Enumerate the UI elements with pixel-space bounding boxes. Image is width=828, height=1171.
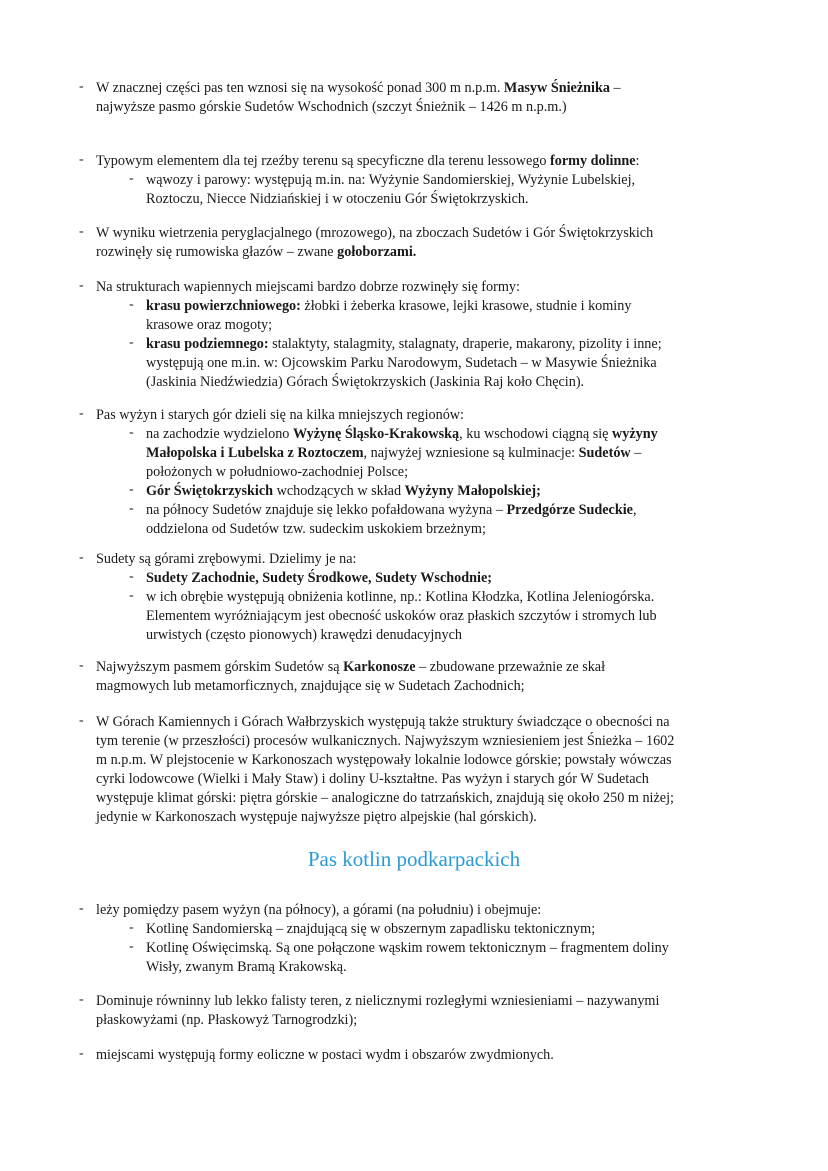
bullet-dash-icon: - <box>79 79 84 94</box>
bold-term: Przedgórze Sudeckie <box>506 502 633 518</box>
text-line: na zachodzie wydzielono Wyżynę Śląsko-Krakowską, ku wschodowi ciągną się wyżyny <box>146 426 658 442</box>
text-line: W znacznej części pas ten wznosi się na wysokość ponad 300 m n.p.m. Masyw Śnieżnika – <box>96 80 621 96</box>
bold-term: Małopolska i Lubelska z Roztoczem <box>146 445 364 461</box>
bold-term: formy dolinne <box>550 153 636 169</box>
text-line: krasowe oraz mogoty; <box>146 317 273 333</box>
text-line: Pas wyżyn i starych gór dzieli się na kilka mniejszych regionów: <box>96 407 464 423</box>
bold-term: Gór Świętokrzyskich <box>146 483 274 499</box>
bullet-dash-icon: - <box>129 569 134 584</box>
text-line: na północy Sudetów znajduje się lekko pofałdowana wyżyna – Przedgórze Sudeckie, <box>146 502 637 518</box>
text-line: cyrki lodowcowe (Wielki i Mały Staw) i doliny U-kształtne. Pas wyżyn i starych gór W Sudetach <box>96 771 649 787</box>
text-line: rozwinęły się rumowiska głazów – zwane gołoborzami. <box>96 244 417 260</box>
bullet-dash-icon: - <box>79 713 84 728</box>
text-line: magmowych lub metamorficznych, znajdujące się w Sudetach Zachodnich; <box>96 678 525 694</box>
bullet-dash-icon: - <box>129 501 134 516</box>
bullet-dash-icon: - <box>129 920 134 935</box>
text-line: Kotlinę Oświęcimską. Są one połączone wąskim rowem tektonicznym – fragmentem doliny <box>146 940 669 956</box>
bullet-dash-icon: - <box>79 224 84 239</box>
text-line: (Jaskinia Niedźwiedzia) Górach Świętokrzyskich (Jaskinia Raj koło Chęcin). <box>146 374 585 390</box>
bold-term: wyżyny <box>612 426 658 442</box>
bold-term: Wyżyny Małopolskiej; <box>404 483 541 499</box>
text-line: Małopolska i Lubelska z Roztoczem, najwyżej wzniesione są kulminacje: Sudetów – <box>146 445 642 461</box>
text-line: urwistych (często pionowych) krawędzi denudacyjnych <box>146 627 462 643</box>
bullet-dash-icon: - <box>129 297 134 312</box>
bullet-dash-icon: - <box>79 1046 84 1061</box>
text-line: Kotlinę Sandomierską – znajdującą się w obszernym zapadlisku tektonicznym; <box>146 921 596 937</box>
bullet-dash-icon: - <box>79 152 84 167</box>
text-line: Sudety są górami zrębowymi. Dzielimy je na: <box>96 551 357 567</box>
bullet-dash-icon: - <box>79 278 84 293</box>
bold-term: krasu podziemnego: <box>146 336 269 352</box>
bullet-dash-icon: - <box>129 588 134 603</box>
text-line: Dominuje równinny lub lekko falisty teren, z nielicznymi rozległymi wzniesieniami – nazywanymi <box>96 993 660 1009</box>
text-line: miejscami występują formy eoliczne w postaci wydm i obszarów zwydmionych. <box>96 1047 554 1063</box>
bold-term: Masyw Śnieżnika <box>503 80 610 96</box>
text-line: położonych w południowo-zachodniej Polsce; <box>146 464 409 480</box>
section-heading: Pas kotlin podkarpackich <box>307 847 521 871</box>
bullet-dash-icon: - <box>129 482 134 497</box>
text-line: m n.p.m. W plejstocenie w Karkonoszach występowały lokalnie lodowce górskie; powstały wówczas <box>96 752 672 768</box>
bullet-dash-icon: - <box>129 335 134 350</box>
text-line: W Górach Kamiennych i Górach Wałbrzyskich występują także struktury świadczące o obecności na <box>96 714 670 730</box>
text-line: w ich obrębie występują obniżenia kotlinne, np.: Kotlina Kłodzka, Kotlina Jeleniogórska. <box>146 589 655 605</box>
bold-term: Sudetów <box>578 445 631 461</box>
text-line: występują one m.in. w: Ojcowskim Parku Narodowym, Sudetach – w Masywie Śnieżnika <box>146 355 657 371</box>
text-line: leży pomiędzy pasem wyżyn (na północy), a górami (na południu) i obejmuje: <box>96 902 542 918</box>
bullet-dash-icon: - <box>79 406 84 421</box>
bold-term: krasu powierzchniowego: <box>146 298 301 314</box>
text-line: W wyniku wietrzenia peryglacjalnego (mrozowego), na zboczach Sudetów i Gór Świętokrzyskich <box>96 225 654 241</box>
bullet-dash-icon: - <box>129 171 134 186</box>
bullet-dash-icon: - <box>79 550 84 565</box>
bullet-dash-icon: - <box>79 901 84 916</box>
text-line: Wisły, zwanym Bramą Krakowską. <box>146 959 347 975</box>
text-line: Roztoczu, Niecce Nidziańskiej i w otoczeniu Gór Świętokrzyskich. <box>146 191 529 207</box>
text-line: wąwozy i parowy: występują m.in. na: Wyżynie Sandomierskiej, Wyżynie Lubelskiej, <box>146 172 636 188</box>
text-line: tym terenie (w przeszłości) procesów wulkanicznych. Najwyższym wzniesieniem jest Śnieżka – 1602 <box>96 733 675 749</box>
bold-term: gołoborzami. <box>337 244 417 260</box>
text-line: jedynie w Karkonoszach występuje najwyższe piętro alpejskie (hal górskich). <box>96 809 537 825</box>
bullet-dash-icon: - <box>129 425 134 440</box>
bullet-dash-icon: - <box>129 939 134 954</box>
text-line <box>146 569 492 588</box>
text-line: występuje klimat górski: piętra górskie – analogiczne do tatrzańskich, znajdują się około 250 m niżej; <box>96 790 674 806</box>
bold-term: Sudety Zachodnie, Sudety Środkowe, Sudety Wschodnie; <box>146 570 492 586</box>
bullet-dash-icon: - <box>79 992 84 1007</box>
text-line: Gór Świętokrzyskich wchodzących w skład Wyżyny Małopolskiej; <box>146 483 541 499</box>
text-line: najwyższe pasmo górskie Sudetów Wschodnich (szczyt Śnieżnik – 1426 m n.p.m.) <box>96 99 567 115</box>
text-line: Elementem wyróżniającym jest obecność uskoków oraz płaskich szczytów i stromych lub <box>146 608 657 624</box>
bold-term: Karkonosze <box>343 659 416 675</box>
text-line: Najwyższym pasmem górskim Sudetów są Karkonosze – zbudowane przeważnie ze skał <box>96 659 606 675</box>
text-line: Typowym elementem dla tej rzeźby terenu są specyficzne dla terenu lessowego formy dolinne: <box>96 153 640 169</box>
bullet-dash-icon: - <box>79 658 84 673</box>
text-line: Na strukturach wapiennych miejscami bardzo dobrze rozwinęły się formy: <box>96 279 520 295</box>
text-line: krasu podziemnego: stalaktyty, stalagmity, stalagnaty, draperie, makarony, pizolity i inne; <box>146 336 662 352</box>
text-line: płaskowyżami (np. Płaskowyż Tarnogrodzki); <box>96 1012 358 1028</box>
text-line: oddzielona od Sudetów tzw. sudeckim uskokiem brzeżnym; <box>146 521 486 537</box>
bold-term: Wyżynę Śląsko-Krakowską <box>292 426 460 442</box>
text-line: krasu powierzchniowego: żłobki i żeberka krasowe, lejki krasowe, studnie i kominy <box>146 298 632 314</box>
